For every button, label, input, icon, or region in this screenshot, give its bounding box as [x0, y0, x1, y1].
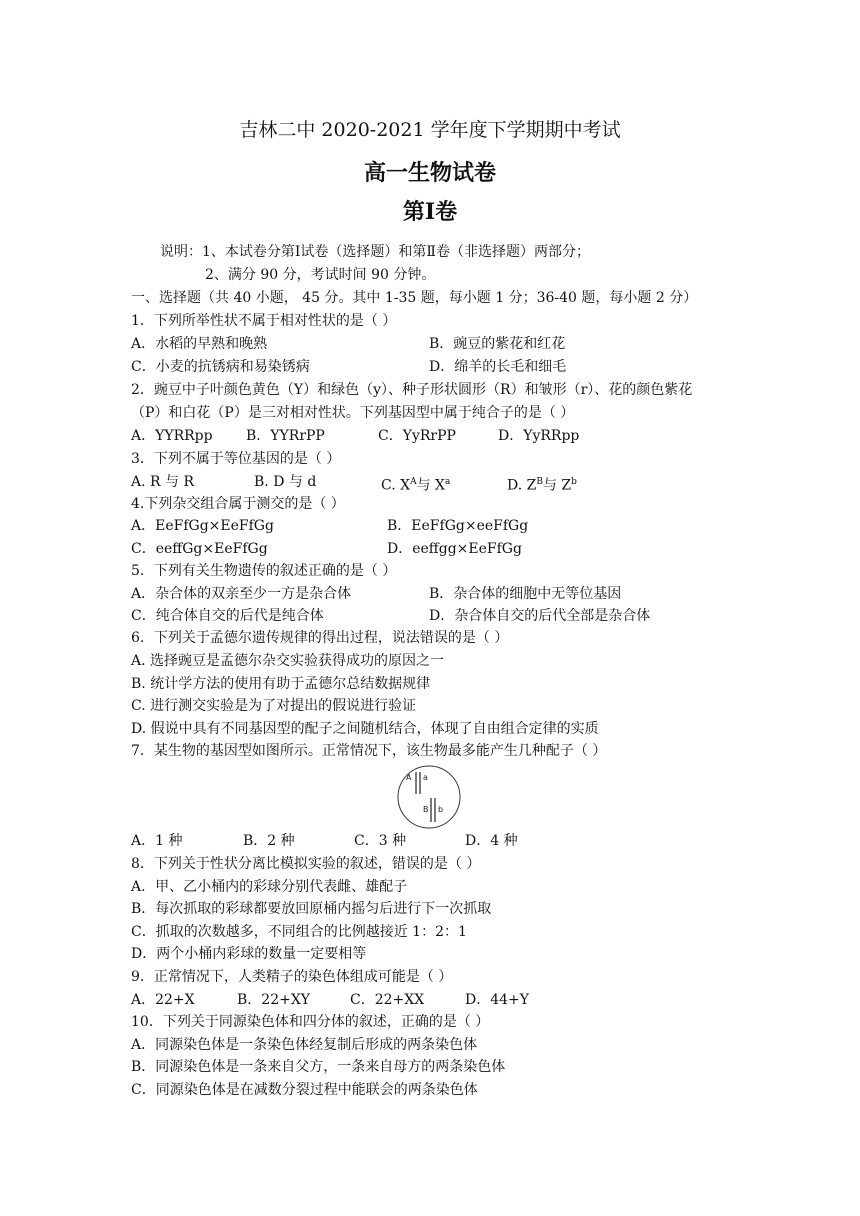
question-4-option-b: B．EeFfGg×eeFfGg [387, 518, 529, 534]
question-5-option-a: A．杂合体的双亲至少一方是杂合体 [131, 586, 352, 602]
question-2-option-b: B．YYRrPP [246, 428, 325, 444]
question-7-option-b: B．2 种 [243, 833, 295, 849]
question-5-stem: 5．下列有关生物遗传的叙述正确的是（ ） [131, 563, 397, 579]
question-4-stem: 4.下列杂交组合属于测交的是（ ） [131, 496, 345, 512]
question-9-option-b: B．22+XY [237, 992, 311, 1008]
question-1-stem: 1．下列所举性状不属于相对性状的是（ ） [131, 313, 397, 329]
option-d-superscript-2: b [571, 477, 577, 487]
gene-label-B: B [423, 805, 429, 814]
question-5-option-d: D．杂合体自交的后代全部是杂合体 [429, 608, 651, 624]
question-4-option-a: A．EeFfGg×EeFfGg [131, 518, 274, 534]
question-7-stem: 7．某生物的基因型如图所示。正常情况下，该生物最多能产生几种配子（ ） [131, 743, 607, 759]
question-1-option-c: C．小麦的抗锈病和易染锈病 [131, 359, 310, 375]
section-heading: 一、选择题（共 40 小题， 45 分。其中 1-35 题，每小题 1 分；36-40 题，每小题 2 分） [131, 290, 698, 306]
question-9-option-d: D．44+Y [465, 992, 530, 1008]
question-5-option-b: B．杂合体的细胞中无等位基因 [429, 586, 622, 602]
question-8-option-b: B．每次抓取的彩球都要放回原桶内摇匀后进行下一次抓取 [131, 901, 492, 917]
gene-label-b: b [438, 805, 444, 814]
question-3-stem: 3．下列不属于等位基因的是（ ） [131, 451, 341, 467]
question-4-option-d: D．eeffgg×EeFfGg [387, 541, 522, 557]
question-6-option-c: C. 进行测交实验是为了对提出的假说进行验证 [131, 698, 417, 714]
gene-label-A: A [406, 773, 412, 782]
question-2-stem-line-2: （P）和白花（P）是三对相对性状。下列基因型中属于纯合子的是（ ） [131, 405, 575, 421]
question-10-option-a: A．同源染色体是一条染色体经复制后形成的两条染色体 [131, 1037, 478, 1053]
question-3-option-c [381, 472, 450, 496]
question-2-option-c: C．YyRrPP [378, 428, 456, 444]
question-3-option-b: B. D 与 d [254, 474, 317, 490]
option-c-superscript-1: A [410, 477, 417, 487]
volume-title: 第Ⅰ卷 [402, 199, 458, 225]
school-exam-title: 吉林二中 2020-2021 学年度下学期期中考试 [239, 119, 621, 141]
question-6-option-a: A. 选择豌豆是孟德尔杂交实验获得成功的原因之一 [131, 653, 445, 669]
question-3-option-a: A. R 与 R [131, 474, 194, 490]
question-2-stem-line-1: 2．豌豆中子叶颜色黄色（Y）和绿色（y）、种子形状圆形（R）和皱形（r）、花的颜色紫花 [131, 382, 693, 398]
question-8-stem: 8．下列关于性状分离比模拟实验的叙述，错误的是（ ） [131, 856, 481, 872]
question-5-option-c: C．纯合体自交的后代是纯合体 [131, 608, 324, 624]
option-d-text-1: D. Z [507, 477, 537, 494]
option-d-text-2: 与 Z [542, 477, 572, 494]
question-8-option-d: D．两个小桶内彩球的数量一定要相等 [131, 946, 367, 962]
question-1-option-d: D．绵羊的长毛和细毛 [429, 359, 567, 375]
question-7-option-c: C．3 种 [354, 833, 407, 849]
question-7-option-d: D．4 种 [465, 833, 518, 849]
question-10-option-b: B．同源染色体是一条来自父方，一条来自母方的两条染色体 [131, 1059, 506, 1075]
paper-title: 高一生物试卷 [363, 160, 496, 186]
question-9-option-c: C．22+XX [350, 992, 425, 1008]
gene-label-a: a [423, 773, 428, 782]
question-6-stem: 6．下列关于孟德尔遗传规律的得出过程，说法错误的是（ ） [131, 630, 509, 646]
genotype-cell-figure [396, 764, 462, 830]
option-c-text-1: C. X [381, 477, 411, 494]
question-7-option-a: A．1 种 [131, 833, 183, 849]
question-10-option-c: C．同源染色体是在减数分裂过程中能联会的两条染色体 [131, 1082, 478, 1098]
question-6-option-d: D. 假说中具有不同基因型的配子之间随机结合，体现了自由组合定律的实质 [131, 721, 599, 737]
question-6-option-b: B. 统计学方法的使用有助于孟德尔总结数据规律 [131, 676, 431, 692]
question-8-option-a: A．甲、乙小桶内的彩球分别代表雌、雄配子 [131, 879, 408, 895]
option-c-superscript-2: a [445, 477, 451, 487]
question-9-stem: 9．正常情况下，人类精子的染色体组成可能是（ ） [131, 969, 453, 985]
option-d-superscript-1: B [536, 477, 543, 487]
question-3-option-d [507, 472, 577, 496]
question-2-option-a: A．YYRRpp [131, 428, 213, 444]
option-c-text-2: 与 X [416, 477, 446, 494]
note-line-2: 2、满分 90 分，考试时间 90 分钟。 [205, 267, 436, 283]
question-8-option-c: C．抓取的次数越多，不同组合的比例越接近 1：2：1 [131, 924, 467, 940]
question-10-stem: 10．下列关于同源染色体和四分体的叙述，正确的是（ ） [131, 1014, 490, 1030]
note-line-1: 说明：1、本试卷分第Ⅰ试卷（选择题）和第Ⅱ卷（非选择题）两部分； [160, 244, 590, 260]
question-1-option-b: B．豌豆的紫花和红花 [429, 336, 566, 352]
question-4-option-c: C．eeffGg×EeFfGg [131, 541, 268, 557]
question-9-option-a: A．22+X [131, 992, 195, 1008]
question-2-option-d: D．YyRRpp [498, 428, 580, 444]
question-1-option-a: A．水稻的早熟和晚熟 [131, 336, 268, 352]
